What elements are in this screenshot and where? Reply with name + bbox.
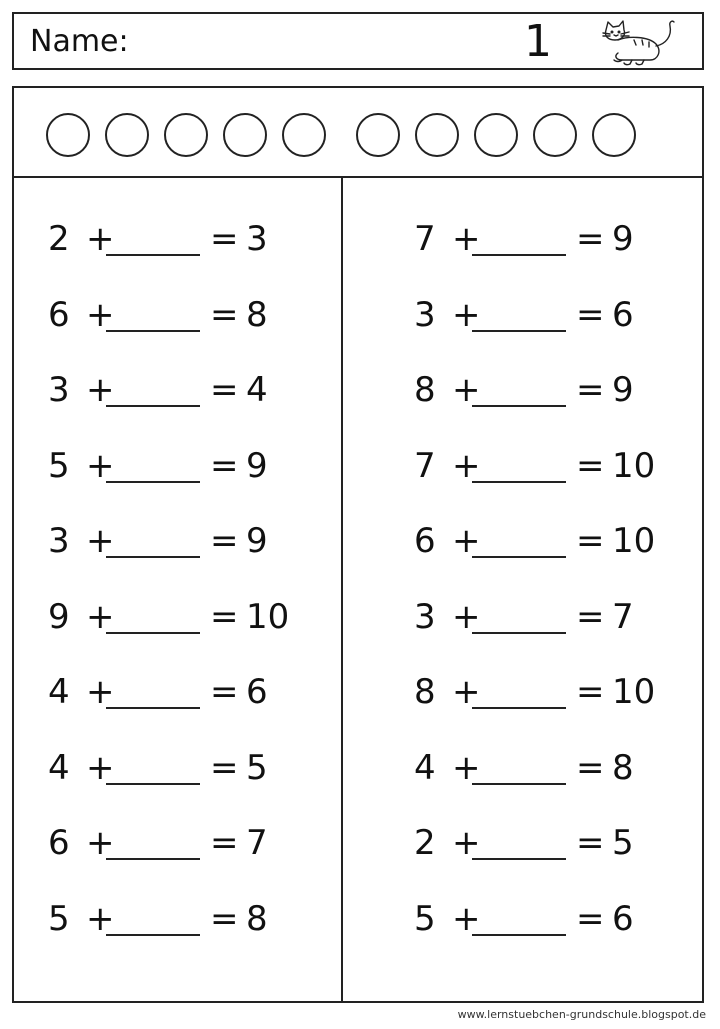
answer-blank[interactable]	[106, 556, 200, 558]
equals-sign: =	[576, 823, 605, 863]
sum-value: 6	[612, 294, 634, 335]
sum-value: 9	[246, 445, 268, 486]
answer-blank[interactable]	[106, 632, 200, 634]
addend: 3	[48, 370, 70, 410]
task-row	[48, 516, 308, 566]
task-row	[48, 290, 308, 340]
equals-sign: =	[210, 823, 239, 863]
task-row	[414, 365, 674, 415]
addend: 2	[48, 219, 70, 259]
addend: 6	[48, 823, 70, 863]
addend: 2	[414, 823, 436, 863]
answer-blank[interactable]	[106, 934, 200, 936]
sum-value: 7	[612, 596, 634, 637]
addend: 7	[414, 445, 436, 486]
answer-blank[interactable]	[472, 858, 566, 860]
answer-blank[interactable]	[472, 556, 566, 558]
plus-sign: +	[452, 672, 481, 712]
sum-value: 10	[612, 672, 656, 712]
task-row	[48, 214, 308, 264]
sum-value: 8	[246, 898, 268, 939]
score-circle[interactable]	[474, 113, 518, 157]
cat-icon	[592, 18, 680, 68]
plus-sign: +	[86, 294, 115, 335]
equals-sign: =	[210, 898, 239, 939]
score-circle[interactable]	[592, 113, 636, 157]
addend: 3	[414, 294, 436, 335]
task-row	[48, 818, 308, 868]
task-row	[414, 516, 674, 566]
answer-blank[interactable]	[472, 632, 566, 634]
addend: 5	[414, 898, 436, 939]
addend: 3	[48, 521, 70, 561]
task-row	[414, 818, 674, 868]
task-row	[48, 365, 308, 415]
plus-sign: +	[452, 294, 481, 335]
answer-blank[interactable]	[472, 707, 566, 709]
score-circle[interactable]	[46, 113, 90, 157]
plus-sign: +	[86, 672, 115, 712]
answer-blank[interactable]	[106, 481, 200, 483]
sum-value: 6	[246, 672, 268, 712]
answer-blank[interactable]	[106, 707, 200, 709]
task-row	[414, 592, 674, 642]
equals-sign: =	[210, 672, 239, 712]
task-row	[48, 441, 308, 491]
equals-sign: =	[210, 219, 239, 259]
task-row	[414, 290, 674, 340]
answer-blank[interactable]	[106, 858, 200, 860]
sum-value: 6	[612, 898, 634, 939]
equals-sign: =	[576, 370, 605, 410]
plus-sign: +	[452, 219, 481, 259]
sheet-number: 1	[524, 16, 552, 67]
name-label: Name:	[30, 24, 129, 59]
answer-blank[interactable]	[106, 405, 200, 407]
score-circle[interactable]	[164, 113, 208, 157]
score-circle[interactable]	[282, 113, 326, 157]
equals-sign: =	[576, 596, 605, 637]
sum-value: 10	[612, 521, 656, 561]
score-circle[interactable]	[105, 113, 149, 157]
sum-value: 9	[612, 370, 634, 410]
addend: 3	[414, 596, 436, 637]
equals-sign: =	[210, 596, 239, 637]
addend: 8	[414, 672, 436, 712]
plus-sign: +	[86, 219, 115, 259]
sum-value: 4	[246, 370, 268, 410]
plus-sign: +	[452, 521, 481, 561]
answer-blank[interactable]	[106, 254, 200, 256]
equals-sign: =	[210, 370, 239, 410]
answer-blank[interactable]	[106, 783, 200, 785]
score-circle[interactable]	[415, 113, 459, 157]
addend: 4	[48, 672, 70, 712]
addend: 8	[414, 370, 436, 410]
addend: 5	[48, 445, 70, 486]
worksheet-box	[12, 86, 704, 1003]
footer-url: www.lernstuebchen-grundschule.blogspot.de	[457, 1008, 706, 1021]
header-box	[12, 12, 704, 70]
sum-value: 7	[246, 823, 268, 863]
score-circle[interactable]	[533, 113, 577, 157]
sum-value: 5	[612, 823, 634, 863]
plus-sign: +	[86, 596, 115, 637]
addend: 9	[48, 596, 70, 637]
plus-sign: +	[86, 747, 115, 788]
plus-sign: +	[452, 596, 481, 637]
sum-value: 9	[246, 521, 268, 561]
score-circle[interactable]	[356, 113, 400, 157]
column-divider	[341, 176, 343, 1001]
equals-sign: =	[210, 747, 239, 788]
equals-sign: =	[576, 445, 605, 486]
sum-value: 3	[246, 219, 268, 259]
answer-blank[interactable]	[472, 783, 566, 785]
equals-sign: =	[576, 898, 605, 939]
answer-blank[interactable]	[472, 934, 566, 936]
equals-sign: =	[210, 445, 239, 486]
task-row	[48, 743, 308, 793]
plus-sign: +	[86, 823, 115, 863]
circles-row	[14, 88, 702, 178]
sum-value: 9	[612, 219, 634, 259]
equals-sign: =	[576, 747, 605, 788]
addend: 6	[48, 294, 70, 335]
plus-sign: +	[86, 370, 115, 410]
task-row	[48, 894, 308, 944]
sum-value: 8	[246, 294, 268, 335]
equals-sign: =	[576, 219, 605, 259]
plus-sign: +	[86, 521, 115, 561]
addend: 6	[414, 521, 436, 561]
answer-blank[interactable]	[472, 254, 566, 256]
task-row	[414, 667, 674, 717]
plus-sign: +	[86, 445, 115, 486]
task-row	[414, 743, 674, 793]
score-circle[interactable]	[223, 113, 267, 157]
task-row	[48, 592, 308, 642]
task-row	[414, 894, 674, 944]
plus-sign: +	[452, 370, 481, 410]
addend: 4	[48, 747, 70, 788]
plus-sign: +	[452, 898, 481, 939]
answer-blank[interactable]	[472, 481, 566, 483]
addend: 7	[414, 219, 436, 259]
equals-sign: =	[210, 521, 239, 561]
task-row	[414, 441, 674, 491]
equals-sign: =	[576, 294, 605, 335]
task-row	[48, 667, 308, 717]
equals-sign: =	[210, 294, 239, 335]
equals-sign: =	[576, 521, 605, 561]
sum-value: 10	[246, 596, 290, 637]
answer-blank[interactable]	[472, 330, 566, 332]
plus-sign: +	[452, 823, 481, 863]
equals-sign: =	[576, 672, 605, 712]
plus-sign: +	[452, 747, 481, 788]
answer-blank[interactable]	[472, 405, 566, 407]
sum-value: 5	[246, 747, 268, 788]
sum-value: 8	[612, 747, 634, 788]
plus-sign: +	[86, 898, 115, 939]
addend: 4	[414, 747, 436, 788]
addend: 5	[48, 898, 70, 939]
task-row	[414, 214, 674, 264]
plus-sign: +	[452, 445, 481, 486]
answer-blank[interactable]	[106, 330, 200, 332]
sum-value: 10	[612, 445, 656, 486]
